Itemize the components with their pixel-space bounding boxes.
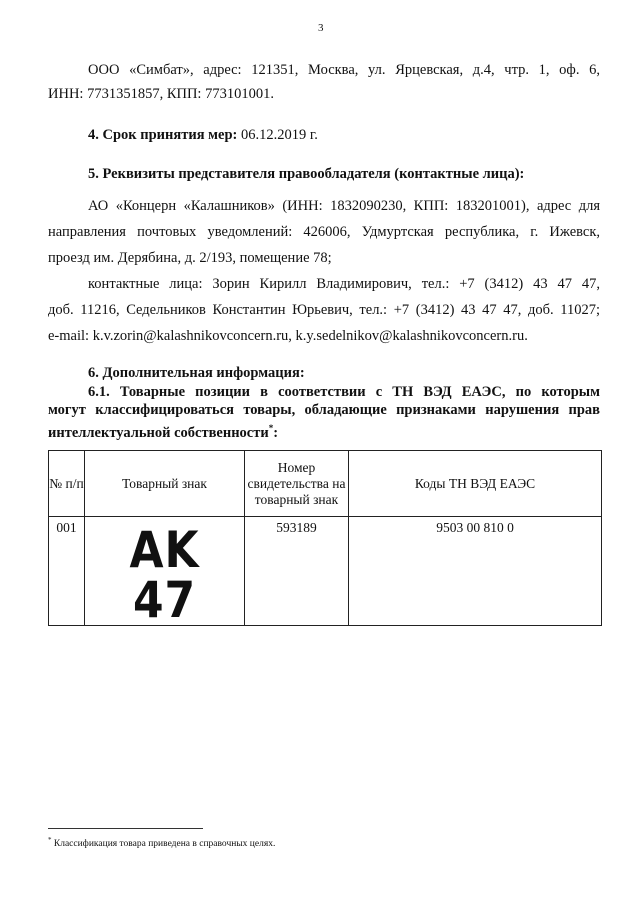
footnote-text: Классификация товара приведена в справочных целях. <box>51 839 276 850</box>
footnote-reference: * <box>268 423 274 433</box>
company-tax-ids: ИНН: 7731351857, КПП: 773101001. <box>48 86 274 102</box>
section-4-label: 4. Срок принятия мер: <box>88 127 238 143</box>
section-5-line: проезд им. Дерябина, д. 2/193, помещение 78; <box>48 250 332 266</box>
footnote-divider <box>48 828 203 829</box>
row-codes: 9503 00 810 0 <box>349 517 602 626</box>
section-6-1-line-last <box>48 416 278 445</box>
header-mark: Товарный знак <box>85 451 245 517</box>
section-4 <box>88 123 318 147</box>
section-5-heading: 5. Реквизиты представителя правообладателя (контактные лица): <box>88 166 525 182</box>
section-6-1-line: 6.1. Товарные позиции в соответствии с ТН ВЭД ЕАЭС, по которым <box>88 384 600 400</box>
section-6-heading: 6. Дополнительная информация: <box>88 365 305 381</box>
header-codes: Коды ТН ВЭД ЕАЭС <box>349 451 602 517</box>
section-4-date: 06.12.2019 г. <box>241 127 318 143</box>
table-row <box>49 517 602 626</box>
page-number: 3 <box>318 22 324 34</box>
trademark-table <box>48 450 602 629</box>
section-5-line: АО «Концерн «Калашников» (ИНН: 1832090230, КПП: 183201001), адрес для <box>88 198 600 214</box>
footnote <box>48 836 275 849</box>
section-6-1-line: могут классифицироваться товары, обладающие признаками нарушения прав <box>48 402 600 418</box>
table-header-row <box>49 451 602 517</box>
section-6-1-text: интеллектуальной собственности <box>48 424 269 441</box>
row-num: 001 <box>49 517 85 626</box>
section-6-1-colon: : <box>273 424 279 441</box>
section-5-emails: e-mail: k.v.zorin@kalashnikovconcern.ru, k.y.sedelnikov@kalashnikovconcern.ru. <box>48 328 528 344</box>
header-cert: Номер свидетельства на товарный знак <box>245 451 349 517</box>
section-5-line: контактные лица: Зорин Кирилл Владимирович, тел.: +7 (3412) 43 47 47, <box>88 276 600 292</box>
footnote-mark: * <box>48 836 52 844</box>
section-5-line: направления почтовых уведомлений: 426006, Удмуртская республика, г. Ижевск, <box>48 224 600 240</box>
trademark-image: AK 47 <box>129 521 200 629</box>
company-address-line: ООО «Симбат», адрес: 121351, Москва, ул. Ярцевская, д.4, чтр. 1, оф. 6, <box>88 62 600 78</box>
section-5-line: доб. 11216, Седельников Константин Юрьевич, тел.: +7 (3412) 43 47 47, доб. 11027; <box>48 302 600 318</box>
row-mark <box>85 517 245 629</box>
header-num: № п/п <box>49 451 85 517</box>
row-cert: 593189 <box>245 517 349 626</box>
